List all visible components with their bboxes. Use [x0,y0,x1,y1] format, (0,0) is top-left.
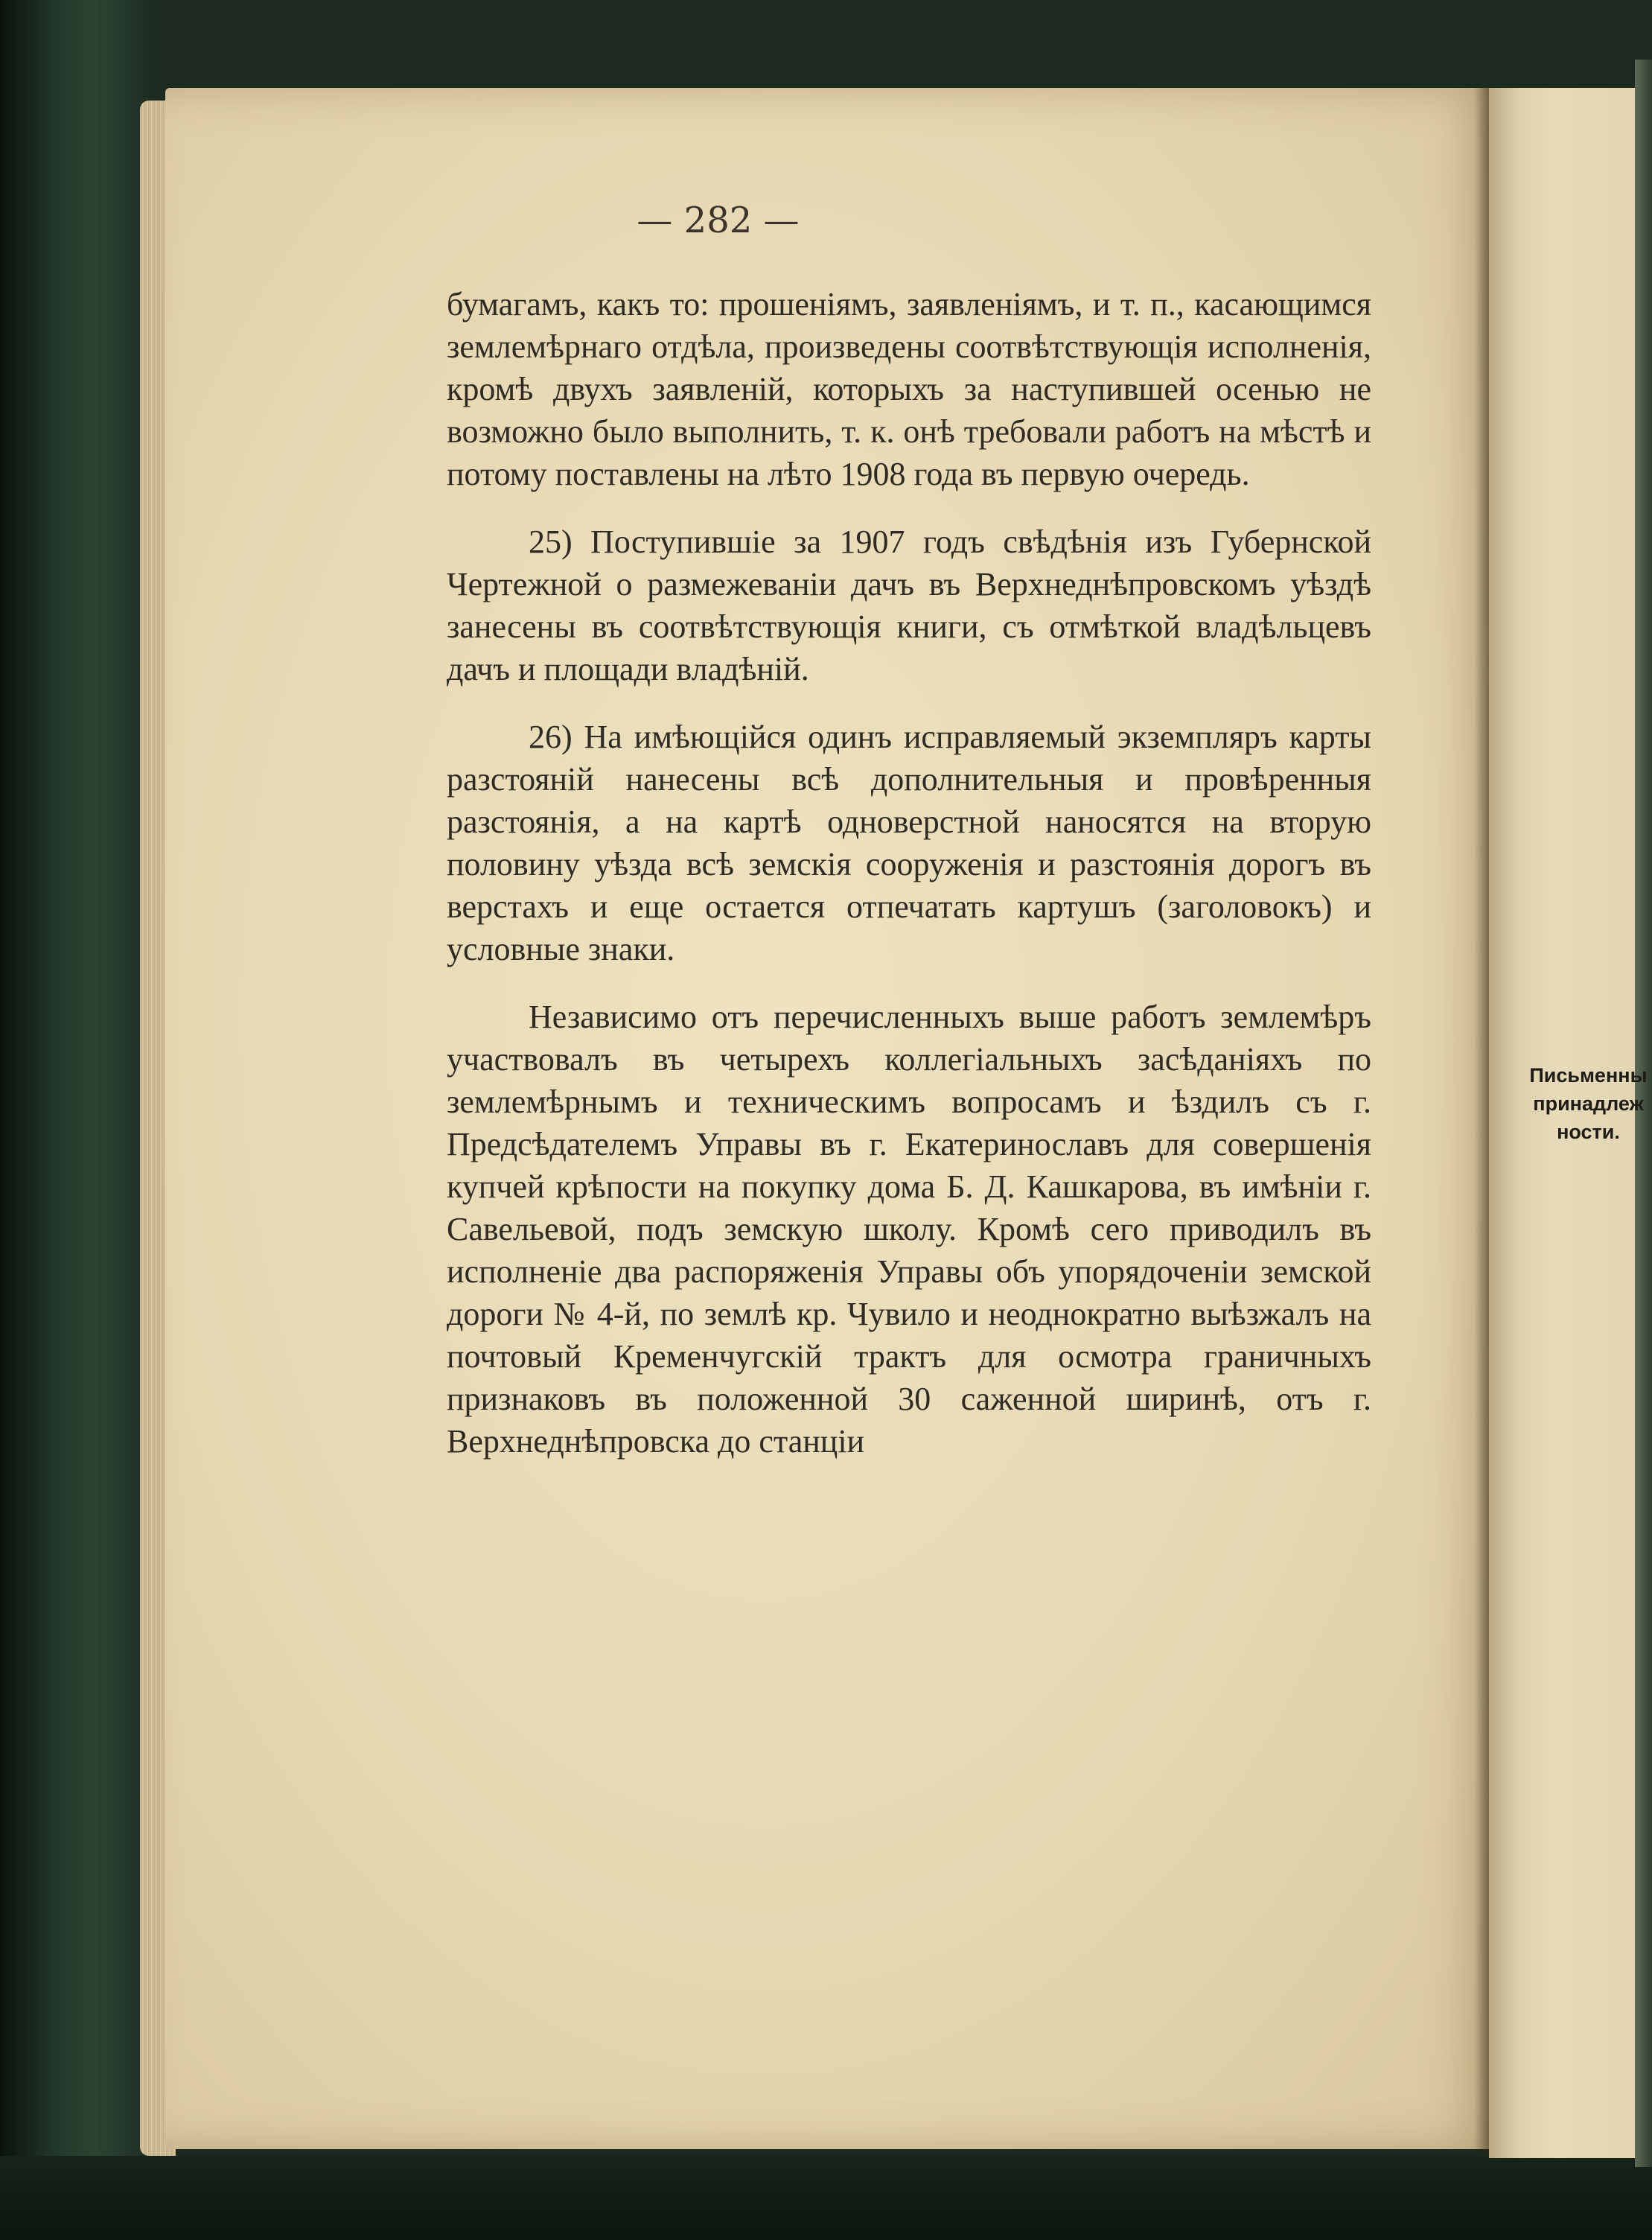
paragraph-continuation: бумагамъ, какъ то: прошеніямъ, заявленіямъ, и т. п., касающимся землемѣрнаго отдѣла, произведены соотвѣтствующія исполненія, кромѣ двухъ заявленій, которыхъ за наступившей осенью не возможно было выполнить, т. к. онѣ требовали работъ на мѣстѣ и потому поставлены на лѣто 1908 года въ первую очередь. [447,286,1371,492]
margin-note: Письменны принадлеж ности. [1529,1064,1648,1143]
book-cover-cloth-left [0,0,160,2240]
paragraph-item-25: 25) Поступившіе за 1907 годъ свѣдѣнія изъ Губернской Чертежной о размежеваніи дачъ въ Верхнеднѣпровскомъ уѣздѣ занесены въ соотвѣтствующія книги, съ отмѣткой владѣльцевъ дачъ и площади владѣній. [447,524,1371,687]
paragraph-summary: Независимо отъ перечисленныхъ выше работъ землемѣръ участвовалъ въ четырехъ коллегіальныхъ засѣданіяхъ по землемѣрнымъ и техническимъ вопросамъ и ѣздилъ съ г. Предсѣдателемъ Управы въ г. Екатеринославъ для совершенія купчей крѣпости на покупку дома Б. Д. Кашкарова, въ имѣніи г. Савельевой, подъ земскую школу. Кромѣ сего приводилъ въ исполненіе два распоряженія Управы объ упорядоченіи земской дороги № 4-й, по землѣ кр. Чувило и неоднократно выѣзжалъ на почтовый Кременчугскій трактъ для осмотра граничныхъ признаковъ въ положенной 30 саженной ширинѣ, отъ г. Верхнеднѣпровска до станціи [447,999,1371,1460]
page-gutter-shadow [1474,88,1490,2154]
paragraph-item-26: 26) На имѣющійся одинъ исправляемый экземпляръ карты разстояній нанесены всѣ дополнительныя и провѣренныя разстоянія, а на картѣ одноверстной наносятся на вторую половину уѣзда всѣ земскія сооруженія и разстоянія дорогъ въ верстахъ и еще остается отпечатать картушъ (заголовокъ) и условные знаки. [447,719,1371,967]
book-cover-cloth-bottom [0,2156,1652,2240]
page-number: — 282 — [637,200,800,241]
page-body-text [447,283,1371,1488]
